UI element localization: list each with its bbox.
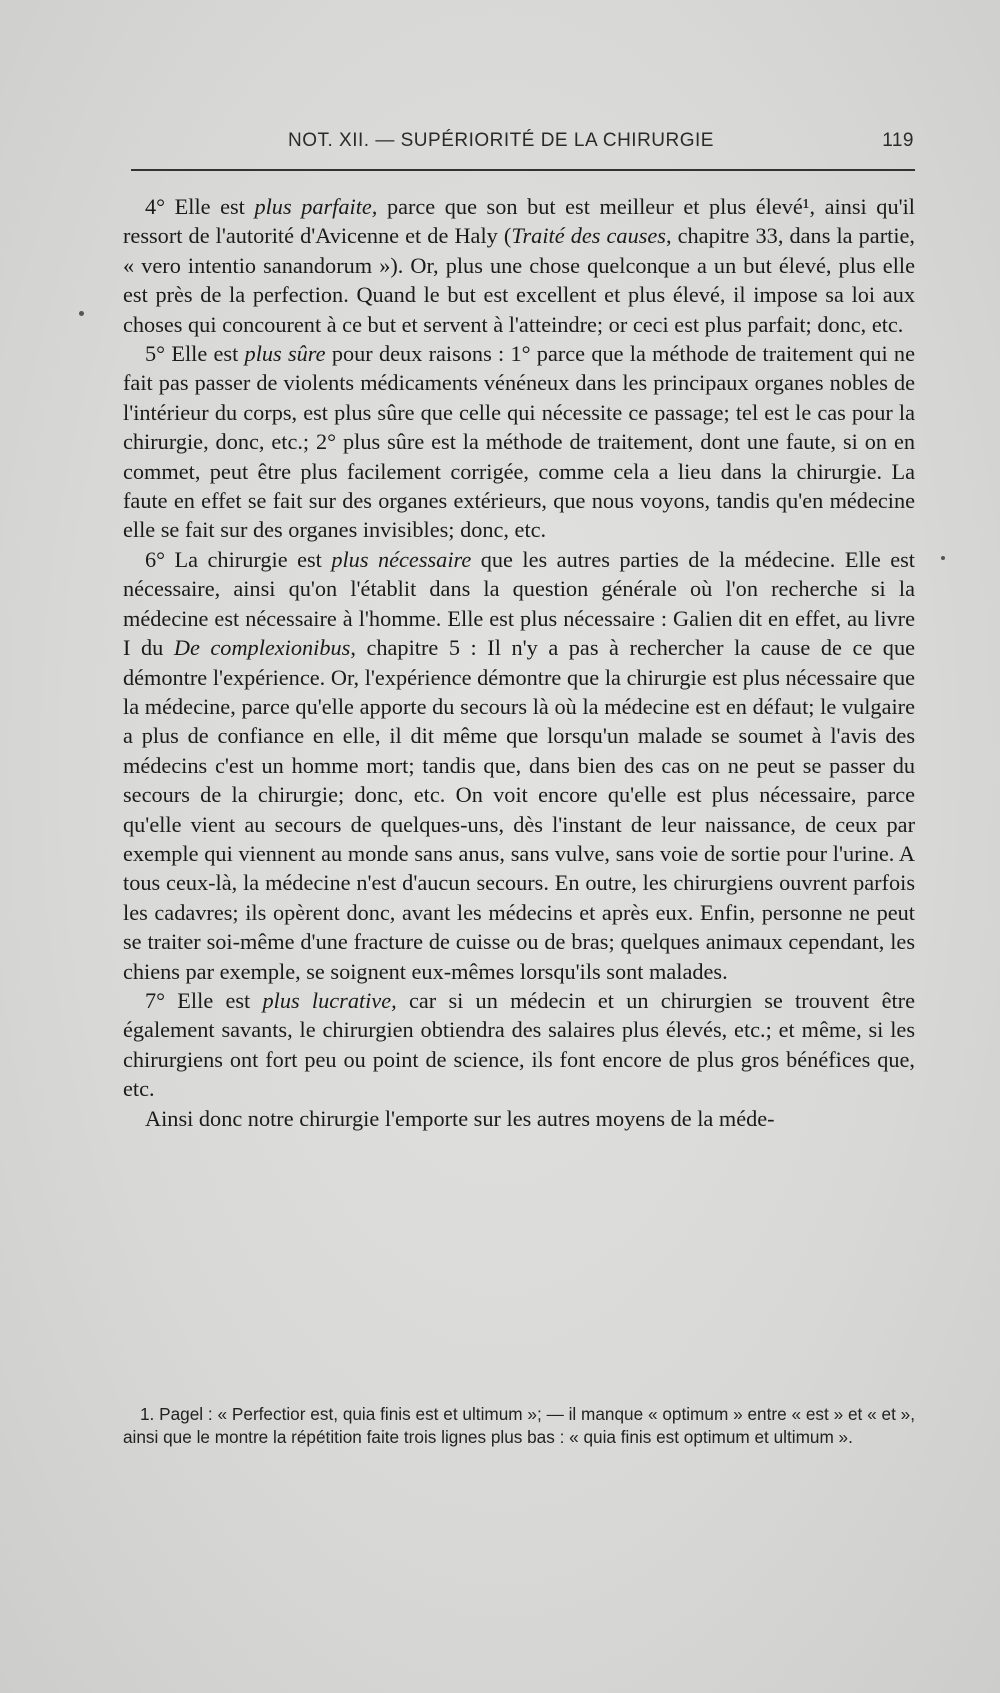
paragraph-6-plus-necessaire: 6° La chirurgie est plus nécessaire que les autres parties de la médecine. Elle est nécessaire, ainsi qu'on l'établit dans la question générale où l'on recherche si la médecine est nécessaire à l'homme. Elle est plus nécessaire : Galien dit en effet, au livre I du De complexionibus, chapitre 5 : Il n'y a pas à rechercher la cause de ce que démontre l'expérience. Or, l'expérience démontre que la chirurgie est plus nécessaire que la médecine, parce qu'elle apporte du secours là où la médecine est en défaut; le vulgaire a plus de confiance en elle, il dit même que lorsqu'un malade se soumet à l'avis des médecins c'est un homme mort; tandis que, dans bien des cas on ne peut se passer du secours de la chirurgie; donc, etc. On voit encore qu'elle est plus nécessaire, parce qu'elle vient au secours de quelques-uns, dès l'instant de leur naissance, de ceux par exemple qui viennent au monde sans anus, sans vulve, sans voie de sortie pour l'urine. A tous ceux-là, la médecine n'est d'aucun secours. En outre, les chirurgiens ouvrent parfois les cadavres; ils opèrent donc, avant les médecins et après eux. Enfin, personne ne peut se traiter soi-même d'une fracture de cuisse ou de bras; quelques animaux cependant, les chiens par exemple, se soignent eux-mêmes lorsqu'ils sont malades. <box>123 546 916 984</box>
paragraph-7-plus-lucrative: 7° Elle est plus lucrative, car si un médecin et un chirurgien se trouvent être également savants, le chirurgien obtiendra des salaires plus élevés, etc.; et même, si les chirurgiens ont fort peu ou point de science, ils font encore de plus gros bénéfices que, etc. <box>123 987 915 1102</box>
footnotes <box>123 1403 915 1449</box>
footnote-1: 1. Pagel : « Perfectior est, quia finis est et ultimum »; — il manque « optimum » entre « est » et « et », ainsi que le montre la répétition faite trois lignes plus bas : « quia finis est optimum et ultimum ». <box>123 1404 915 1447</box>
paragraph-5-plus-sure: 5° Elle est plus sûre pour deux raisons : 1° parce que la méthode de traitement qui ne fait pas passer de violents médicaments vénéneux dans les principaux organes nobles de l'intérieur du corps, est plus sûre que celle qui nécessite ce passage; tel est le cas pour la chirurgie, donc, etc.; 2° plus sûre est la méthode de traitement, dont une faute, si on en commet, peut être plus facilement corrigée, comme cela a lieu dans la chirurgie. La faute en effet se fait sur des organes extérieurs, que nous voyons, tandis qu'en médecine elle se fait sur des organes invisibles; donc, etc. <box>123 341 915 543</box>
paragraph-4-plus-parfaite: 4° Elle est plus parfaite, parce que son but est meilleur et plus élevé¹, ainsi qu'il ressort de l'autorité d'Avicenne et de Haly (Traité des causes, chapitre 33, dans la partie, « vero intentio sanandorum »). Or, plus une chose quelconque a un but élevé, plus elle est près de la perfection. Quand le but est excellent et plus élevé, il impose sa loi aux choses qui concourent à ce but et servent à l'atteindre; or ceci est plus parfait; donc, etc. <box>123 194 915 337</box>
running-title: NOT. XII. — SUPÉRIORITÉ DE LA CHIRURGIE <box>288 130 714 151</box>
body-text <box>123 192 915 1133</box>
page-number: 119 <box>882 130 914 151</box>
running-head <box>128 128 914 158</box>
print-speck <box>79 311 84 316</box>
paragraph-conclusion: Ainsi donc notre chirurgie l'emporte sur les autres moyens de la méde- <box>145 1105 775 1131</box>
header-rule <box>131 169 915 171</box>
print-speck <box>941 556 945 560</box>
